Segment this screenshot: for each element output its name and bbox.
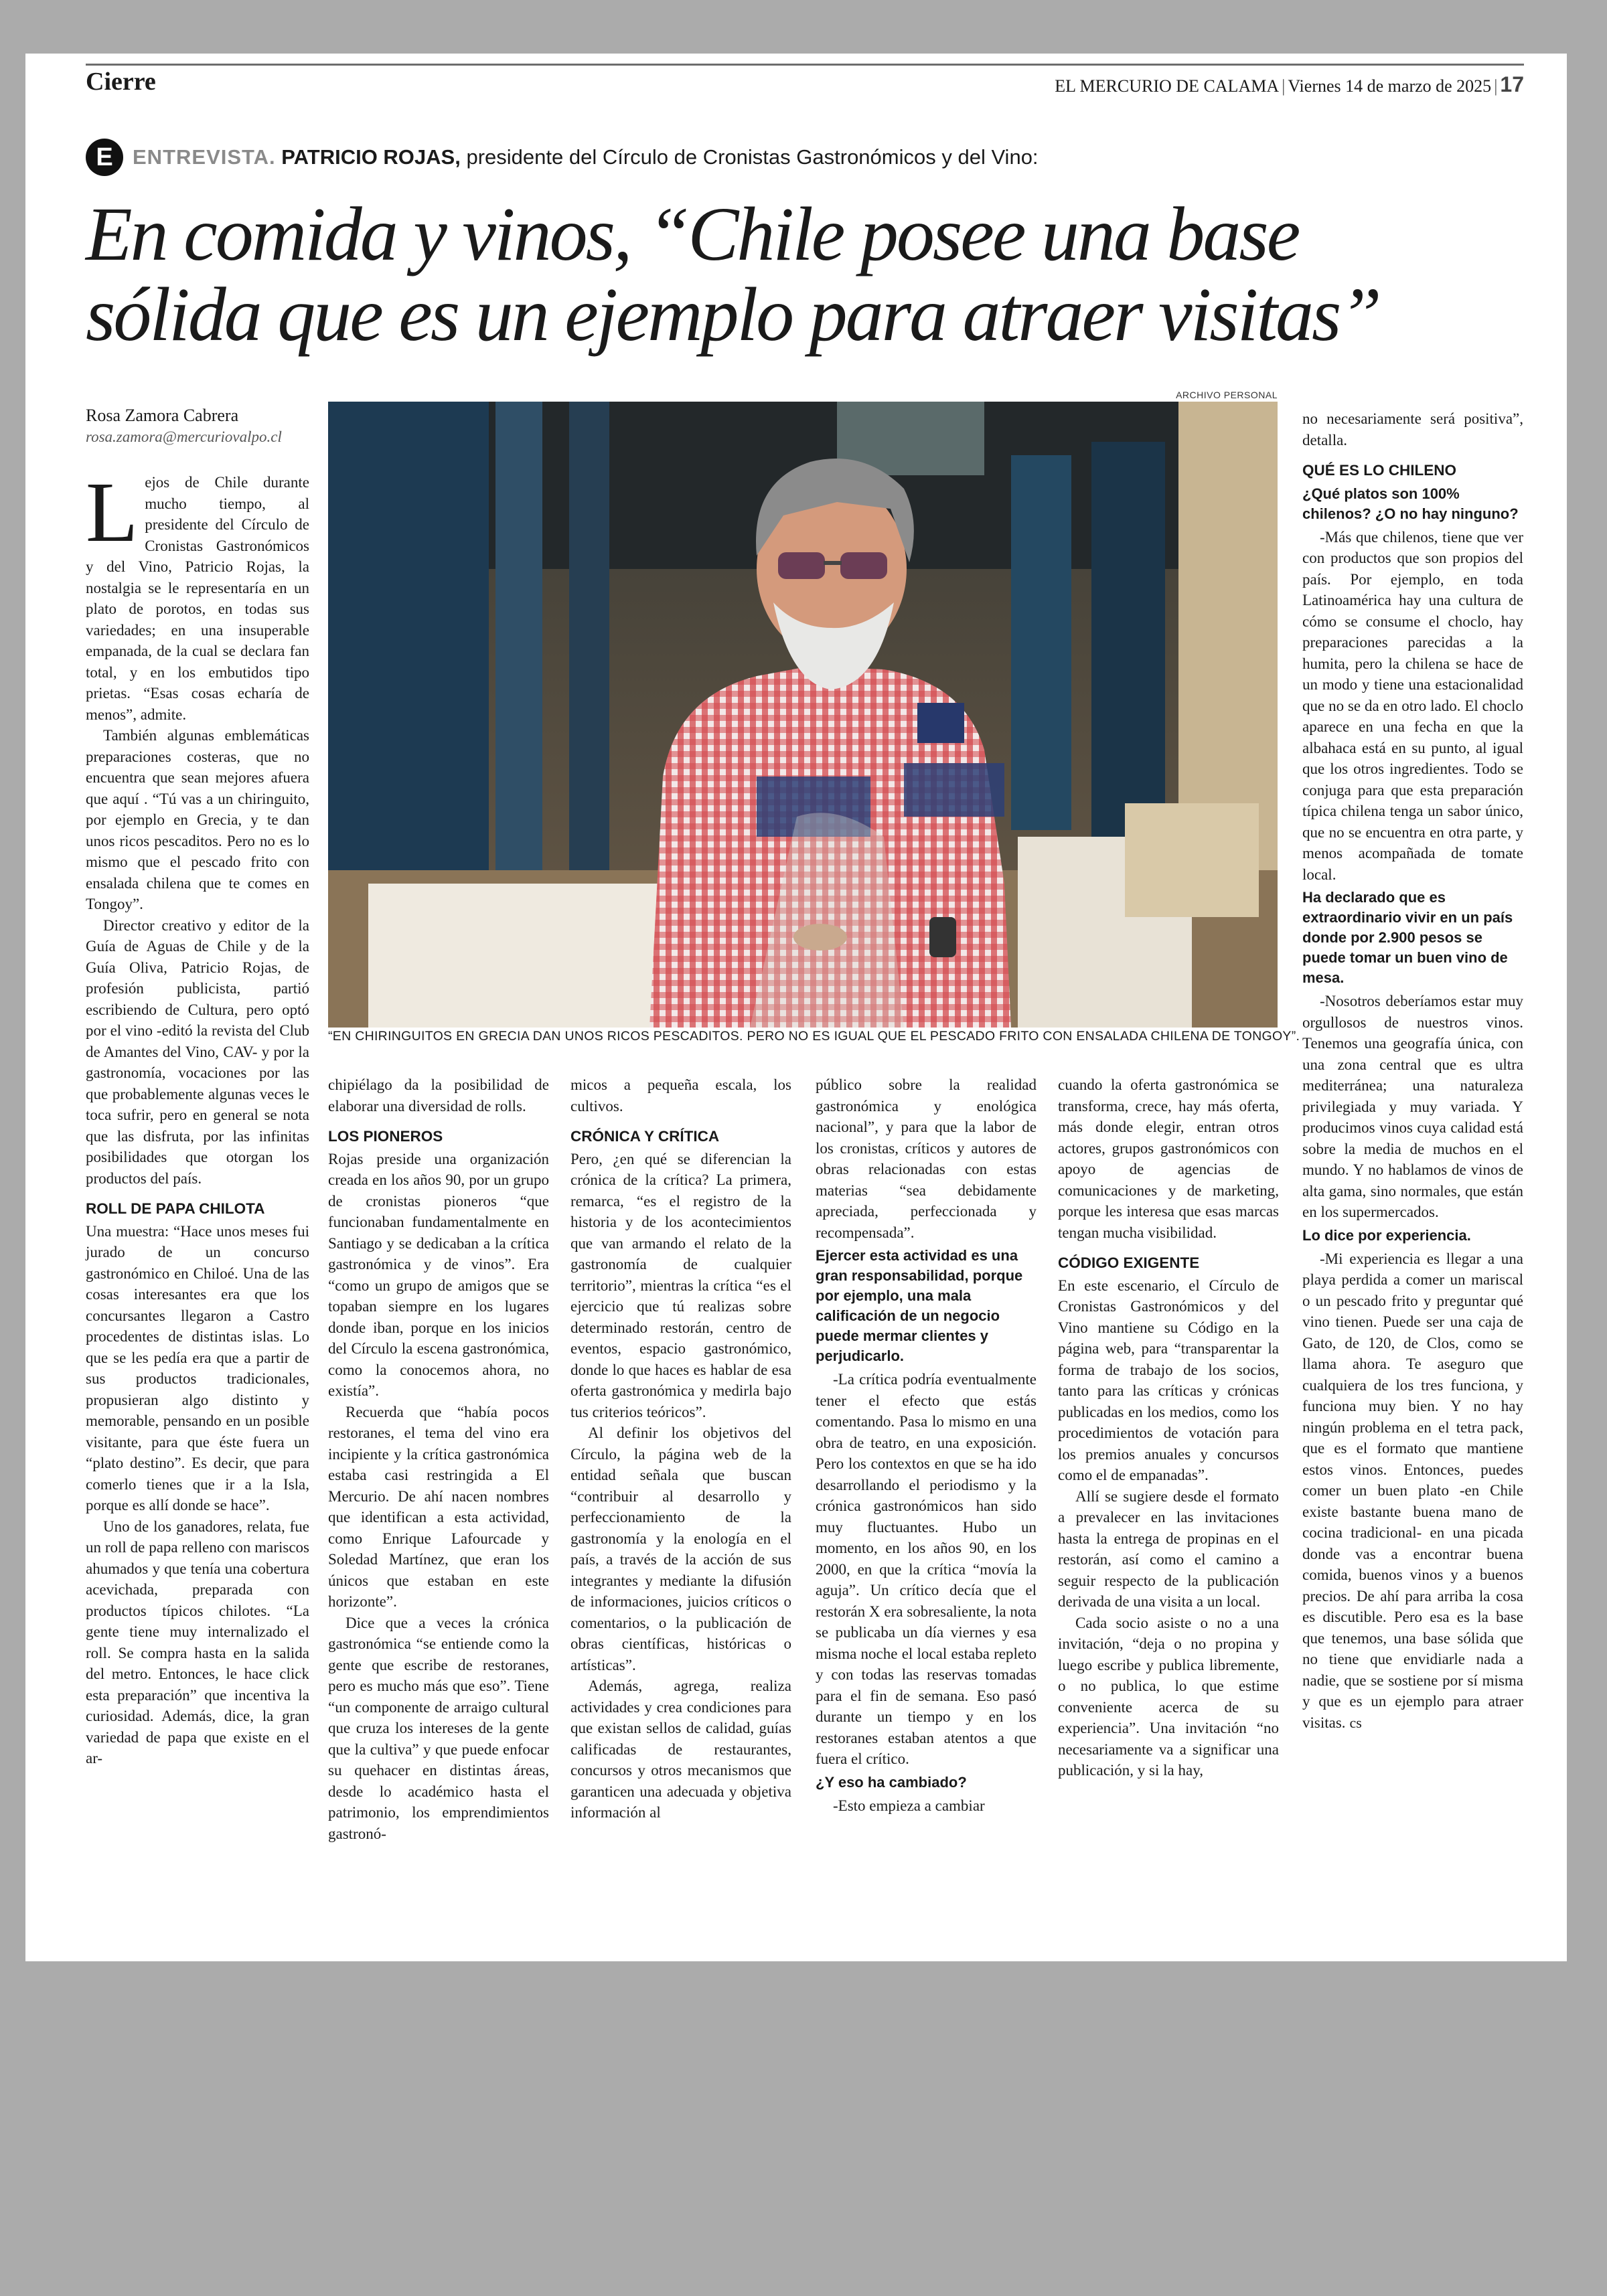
article-column-6 xyxy=(1302,408,1523,1733)
kicker xyxy=(86,137,1039,177)
headline xyxy=(86,191,1539,357)
paragraph: En este escenario, el Círculo de Cronistas Gastronómicos y del Vino mantiene su Código en la página web, para “transparentar la forma de trabajo de los socios, tanto para las críticas y crónicas publicadas en los medios, como los procedimientos de votación para los premios anuales y concursos como el de empanadas”. xyxy=(1058,1277,1279,1483)
headline-line-1: En comida y vinos, “Chile posee una base xyxy=(86,191,1299,276)
interview-question: ¿Qué platos son 100% chilenos? ¿O no hay ninguno? xyxy=(1302,485,1519,522)
paragraph: Rojas preside una organización creada en los años 90, por un grupo de cronistas pioneros “que funcionaban fundamentalmente en Santiago y se dedicaban a la crítica gastronómica y de vinos”. Era “como un grupo de amigos que se topaban siempre en los lugares donde iban, porque en los inicios del Círculo la escena gastronómica, como la conocemos ahora, no existía”. xyxy=(328,1150,549,1399)
paper-name: EL MERCURIO DE CALAMA xyxy=(1055,76,1280,96)
paragraph: micos a pequeña escala, los cultivos. xyxy=(570,1076,791,1115)
article-column-5 xyxy=(1058,1074,1279,1781)
paragraph: Director creativo y editor de la Guía de Aguas de Chile y de la Guía Oliva, Patricio Rojas, de profesión publicista, partió escribiendo de Cultura, pero optó por el vino -editó la revista del Club de Amantes del Vino, CAV- y por la gastronomía, vocaciones por las que probablemente algunas veces le toca sufrir, pero en general se nota que las disfruta, por las infinitas posibilidades que otorgan los productos del país. xyxy=(86,916,309,1187)
issue-date: Viernes 14 de marzo de 2025 xyxy=(1288,76,1492,96)
paragraph: cuando la oferta gastronómica se transforma, crece, hay más oferta, más donde elegir, entran otros actores, grupos gastronómicos con apoyo de agencias de comunicaciones y de marketing, porque les interesa que esas marcas tengan mucha visibilidad. xyxy=(1058,1076,1279,1241)
portrait-photo xyxy=(328,402,1278,1028)
paragraph: Recuerda que “había pocos restoranes, el tema del vino era incipiente y la crítica gastronómica estaba casi restringida a El Mercurio. De ahí nacen nombres que identifican a esta actividad, como Enrique Lafourcade y Soledad Martínez, que eran los únicos que estaban en este horizonte”. xyxy=(328,1403,549,1610)
byline xyxy=(86,406,327,446)
article-column-3 xyxy=(570,1074,791,1823)
photo-credit: ARCHIVO PERSONAL xyxy=(1176,390,1278,400)
kicker-name: PATRICIO ROJAS, xyxy=(281,145,461,169)
subheading: QUÉ ES LO CHILENO xyxy=(1302,462,1457,479)
masthead: EL MERCURIO DE CALAMA | Viernes 14 de marzo de 2025 | 17 xyxy=(1055,72,1524,96)
section-name: Cierre xyxy=(86,68,156,96)
paragraph: Al definir los objetivos del Círculo, la página web de la entidad señala que buscan “contribuir al desarrollo y perfeccionamiento de la gastronomía y la enología en el país, a través de la acción de sus integrantes y mediante la difusión de informaciones, juicios críticos o comentarios, o la publicación de obras científicas, históricas o artísticas”. xyxy=(570,1424,791,1673)
kicker-role: presidente del Círculo de Cronistas Gastronómicos y del Vino: xyxy=(466,145,1039,169)
interview-question: Ha declarado que es extraordinario vivir en un país donde por 2.900 pesos se puede tomar un buen vino de mesa. xyxy=(1302,889,1513,986)
interview-question: ¿Y eso ha cambiado? xyxy=(816,1773,967,1791)
article-column-1 xyxy=(86,465,309,1769)
interview-question: Lo dice por experiencia. xyxy=(1302,1226,1471,1244)
paragraph: -Nosotros deberíamos estar muy orgullosos de nuestros vinos. Tenemos una geografía única, con una zona central que es ultra mediterránea; una naturaleza privilegiada y muy variada. Y producimos vinos cuya calidad está sobre la media de muchos en el mundo. Y no hablamos de vinos de alta gama, sino normales, que están en los supermercados. xyxy=(1302,993,1523,1220)
author-name: Rosa Zamora Cabrera xyxy=(86,406,239,425)
subheading: ROLL DE PAPA CHILOTA xyxy=(86,1200,265,1217)
headline-line-2: sólida que es un ejemplo para atraer visitas” xyxy=(86,272,1380,357)
paragraph: También algunas emblemáticas preparaciones costeras, que no encuentra que sean mejores afuera que aquí . “Tú vas a un chiringuito, por ejemplo en Grecia, y te dan unos ricos pescaditos. Pero no es lo mismo que el pescado frito con ensalada chilena que te comes en Tongoy”. xyxy=(86,727,309,912)
paragraph: Dice que a veces la crónica gastronómica “se entiende como la gente que escribe de restoranes, pero es mucho más que eso”. Tiene “un componente de arraigo cultural que cruza los intereses de la gente que la cultiva” y que puede enfocar su quehacer en distintas áreas, desde lo académico hasta el patrimonio, los emprendimientos gastronó- xyxy=(328,1614,549,1842)
paragraph: Cada socio asiste o no a una invitación, “deja o no propina y luego escribe y publica libremente, o no publica, lo que estime conveniente acerca de su experiencia”. Una invitación “no necesariamente va a significar una publicación, y si la hay, xyxy=(1058,1614,1279,1779)
paragraph: -Más que chilenos, tiene que ver con productos que son propios del país. Por ejemplo, en toda Latinoamérica hay una cultura de cómo se consume el choclo, hay preparaciones parecidas a la humita, pero la chilena se hace de un modo y tiene una estacionalidad que no se da en otro lado. El choclo aparece en una fecha en que la albahaca está en su punto, al igual que los otros ingredientes. Todo se conjuga para que esta preparación típica chilena tenga un sabor único, que no se encuentra en otra parte, y menos acompañada de tomate local. xyxy=(1302,528,1523,883)
paragraph: Además, agrega, realiza actividades y crea condiciones para que existan sellos de calidad, guías calificadas de restaurantes, concursos y otros mecanismos que garanticen una adecuada y objetiva información al xyxy=(570,1677,791,1821)
paragraph: Una muestra: “Hace unos meses fui jurado de un concurso gastronómico en Chiloé. Una de las cosas interesantes era que los concursantes llegaron a Castro procedentes de distintas islas. Lo que se les pedía era que a partir de sus productos tradicionales, propusieran algo distinto y memorable, pensando en un posible visitante, para que éste fuera un “plato destino”. Es decir, que para comerlo tienes que ir a la Isla, porque es allí donde se hace”. xyxy=(86,1222,309,1513)
kicker-tag: ENTREVISTA. xyxy=(133,145,276,169)
paragraph: chipiélago da la posibilidad de elaborar una diversidad de rolls. xyxy=(328,1076,549,1115)
paragraph: público sobre la realidad gastronómica y enológica nacional”, y para que la labor de los cronistas, críticos y autores de obras relacionadas con estas materias “sea debidamente apreciada, perfeccionada y recompensada”. xyxy=(816,1076,1037,1241)
article-column-2 xyxy=(328,1074,549,1844)
end-mark: cs xyxy=(1349,1714,1362,1731)
paragraph: Uno de los ganadores, relata, fue un roll de papa relleno con mariscos ahumados y que tenía una cobertura acevichada, preparada con productos típicos chilotes. “La gente tiene muy internalizado el roll. Se compra hasta en la salida del metro. Entonces, le hace click esta preparación” que incentiva la curiosidad. Además, dice, la gran variedad de papa que existe en el ar- xyxy=(86,1518,309,1767)
paragraph: -Esto empieza a cambiar xyxy=(833,1797,985,1814)
interview-badge: E xyxy=(86,139,123,176)
page-header xyxy=(86,64,1524,104)
photo-caption: “EN CHIRINGUITOS EN GRECIA DAN UNOS RICOS PESCADITOS. PERO NO ES IGUAL QUE EL PESCADO FRITO CON ENSALADA CHILENA DE TONGOY”. xyxy=(328,1029,1300,1044)
page-number: 17 xyxy=(1500,72,1524,96)
subheading: CRÓNICA Y CRÍTICA xyxy=(570,1128,720,1145)
author-email: rosa.zamora@mercuriovalpo.cl xyxy=(86,428,282,445)
interview-question: Ejercer esta actividad es una gran responsabilidad, porque por ejemplo, una mala calificación de un negocio puede mermar clientes y perjudicarlo. xyxy=(816,1247,1023,1364)
subheading: LOS PIONEROS xyxy=(328,1128,443,1145)
subheading: CÓDIGO EXIGENTE xyxy=(1058,1254,1200,1271)
paragraph: no necesariamente será positiva”, detalla. xyxy=(1302,410,1523,448)
lead-paragraph: Lejos de Chile durante mucho tiempo, al presidente del Círculo de Cronistas Gastronómicos y del Vino, Patricio Rojas, la nostalgia se le representaría en un plato de porotos, en todas sus variedades; en una insuperable empanada, de la cual se declara fan total, y en los embutidos tipo prietas. “Esas cosas echaría de menos”, admite. xyxy=(86,465,309,723)
article-column-4 xyxy=(816,1074,1037,1816)
paragraph: -Mi experiencia es llegar a una playa perdida a comer un mariscal o un pescado frito y preguntar qué vino tienen. Puede ser una caja de Gato, de 120, de Clos, como se llama ahora. Te aseguro que cualquiera de los tres funciona, y funciona muy bien. Y no hay ningún problema en el tetra pack, que es el formato que mantiene estos vinos. Entonces, puedes comer un buen plato -en Chile existe bastante buena mano de cocina tradicional- en una picada donde vas a encontrar buena comida, buenos vinos y a buenos precios. De ahí para arriba la cosa es discutible. Pero esa es la base que tenemos, una base sólida que no tiene que envidiarle nada a nadie, que se sostiene por sí misma y que es un ejemplo para atraer visitas. cs xyxy=(1302,1250,1523,1731)
paragraph: Allí se sugiere desde el formato a prevalecer en las invitaciones hasta la entrega de propinas en el restorán, así como el camino a seguir respecto de la publicación derivada de una visita a un local. xyxy=(1058,1487,1279,1610)
paragraph: -La crítica podría eventualmente tener el efecto que estás comentando. Pasa lo mismo en una obra de teatro, en una exposición. Pero los contextos en que se ha ido desarrollando el periodismo y la crónica gastronómicos han sido muy fluctuantes. Hubo un momento, en los años 90, en los 2000, en que la crítica “movía la aguja”. Un crítico decía que el restorán X era sobresaliente, la nota se publicaba un día viernes y esa misma noche el local estaba repleto y con todas las reservas tomadas para el fin de semana. Eso pasó durante un tiempo y en los restoranes estaban atentos a que fuera el crítico. xyxy=(816,1371,1037,1767)
paragraph: Pero, ¿en qué se diferencian la crónica de la crítica? La primera, remarca, “es el registro de la historia y de los acontecimientos que van armando el relato de la gastronomía de cualquier territorio”, mientras la crítica “es el ejercicio que tú realizas sobre determinado restorán, centro de eventos, espacio gastronómico, donde lo que haces es hablar de esa oferta gastronómica y medirla bajo tus criterios teóricos”. xyxy=(570,1150,791,1420)
drop-cap: L xyxy=(86,465,139,560)
